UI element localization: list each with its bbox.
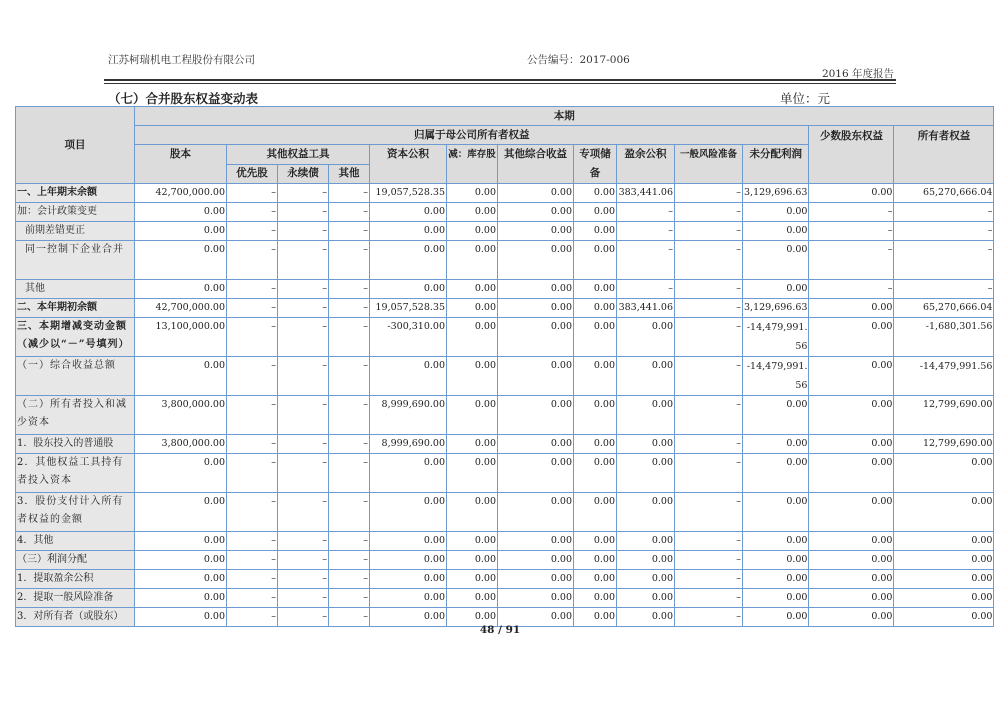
table-cell: 0.00 <box>447 396 498 435</box>
table-cell: 383,441.06 <box>617 299 675 318</box>
table-cell: 0.00 <box>743 493 809 532</box>
table-row <box>16 203 994 222</box>
table-cell: 0.00 <box>574 570 617 589</box>
row-label: 3．股份支付计入所有者权益的金额 <box>16 493 135 532</box>
table-cell: – <box>675 299 743 318</box>
table-cell: – <box>278 608 329 627</box>
table-cell: 0.00 <box>574 551 617 570</box>
table-cell: – <box>675 222 743 241</box>
table-cell: – <box>278 203 329 222</box>
table-cell: 0.00 <box>617 357 675 396</box>
table-row <box>16 299 994 318</box>
table-cell: – <box>809 280 894 299</box>
table-cell: 0.00 <box>447 299 498 318</box>
table-cell: 0.00 <box>498 493 574 532</box>
col-header-retained-earnings: 未分配利润 <box>743 145 809 184</box>
table-cell: 0.00 <box>617 532 675 551</box>
table-cell: – <box>278 357 329 396</box>
table-cell: – <box>329 454 370 493</box>
table-cell: 0.00 <box>809 454 894 493</box>
col-header-parent-equity: 归属于母公司所有者权益 <box>135 126 809 145</box>
table-cell: – <box>675 454 743 493</box>
row-label: 3．对所有者（或股东） <box>16 608 135 627</box>
table-cell: – <box>675 280 743 299</box>
table-cell: 3,800,000.00 <box>135 396 227 435</box>
col-header-other: 其他 <box>329 164 370 184</box>
table-cell: 12,799,690.00 <box>894 396 994 435</box>
col-header-total: 所有者权益 <box>894 126 994 184</box>
table-cell: – <box>617 222 675 241</box>
table-cell: 0.00 <box>447 184 498 203</box>
table-cell: 0.00 <box>743 532 809 551</box>
table-cell: -14,479,991.56 <box>743 318 809 357</box>
table-cell: 0.00 <box>135 570 227 589</box>
table-cell: 0.00 <box>498 435 574 454</box>
row-label: 加：会计政策变更 <box>16 203 135 222</box>
table-cell: 0.00 <box>574 396 617 435</box>
row-label: 4．其他 <box>16 532 135 551</box>
table-cell: – <box>278 589 329 608</box>
table-cell: 0.00 <box>447 435 498 454</box>
table-cell: – <box>329 570 370 589</box>
table-cell: – <box>278 222 329 241</box>
col-header-other-equity-tools: 其他权益工具 <box>227 145 370 165</box>
table-cell: 0.00 <box>447 589 498 608</box>
row-label: 2．提取一般风险准备 <box>16 589 135 608</box>
page-number: 48 / 91 <box>479 624 521 636</box>
table-cell: 0.00 <box>809 318 894 357</box>
table-cell: 3,800,000.00 <box>135 435 227 454</box>
table-cell: 0.00 <box>574 184 617 203</box>
table-cell: 0.00 <box>135 203 227 222</box>
row-label: （三）利润分配 <box>16 551 135 570</box>
table-cell: 0.00 <box>574 532 617 551</box>
table-cell: – <box>278 435 329 454</box>
table-cell: – <box>227 493 278 532</box>
table-row <box>16 318 994 357</box>
table-cell: – <box>675 241 743 280</box>
table-cell: – <box>329 357 370 396</box>
table-cell: – <box>329 280 370 299</box>
col-header-preferred: 优先股 <box>227 164 278 184</box>
header-rule-thin <box>104 83 896 84</box>
table-cell: 0.00 <box>574 493 617 532</box>
table-cell: – <box>675 608 743 627</box>
table-cell: 0.00 <box>743 203 809 222</box>
notice-number: 公告编号：2017-006 <box>527 54 630 66</box>
table-cell: 0.00 <box>498 299 574 318</box>
table-cell: 0.00 <box>498 357 574 396</box>
table-cell: 0.00 <box>370 608 447 627</box>
table-cell: 0.00 <box>809 184 894 203</box>
table-cell: 0.00 <box>370 570 447 589</box>
table-cell: 0.00 <box>498 551 574 570</box>
table-cell: 3,129,696.63 <box>743 184 809 203</box>
table-cell: – <box>278 396 329 435</box>
unit-label: 单位：元 <box>780 91 831 106</box>
table-cell: 0.00 <box>809 551 894 570</box>
table-cell: – <box>227 396 278 435</box>
table-cell: 0.00 <box>498 589 574 608</box>
table-cell: 0.00 <box>447 318 498 357</box>
table-cell: 3,129,696.63 <box>743 299 809 318</box>
table-cell: 0.00 <box>743 435 809 454</box>
table-cell: 19,057,528.35 <box>370 184 447 203</box>
row-label: 三、本期增减变动金额（减少以“－”号填列） <box>16 318 135 357</box>
table-cell: – <box>227 570 278 589</box>
table-cell: – <box>329 299 370 318</box>
table-cell: 0.00 <box>894 493 994 532</box>
table-cell: 0.00 <box>498 280 574 299</box>
table-cell: – <box>278 493 329 532</box>
table-cell: – <box>227 203 278 222</box>
table-cell: – <box>617 203 675 222</box>
table-cell: – <box>329 203 370 222</box>
table-cell: 0.00 <box>498 241 574 280</box>
col-header-item: 项目 <box>16 107 135 184</box>
table-cell: 0.00 <box>135 608 227 627</box>
col-header-oci: 其他综合收益 <box>498 145 574 184</box>
col-header-minority: 少数股东权益 <box>809 126 894 184</box>
table-cell: – <box>278 280 329 299</box>
table-cell: – <box>278 184 329 203</box>
table-row <box>16 184 994 203</box>
table-cell: 0.00 <box>135 551 227 570</box>
table-cell: 0.00 <box>617 570 675 589</box>
table-cell: 0.00 <box>743 454 809 493</box>
table-cell: – <box>809 222 894 241</box>
table-cell: 0.00 <box>370 551 447 570</box>
table-cell: 0.00 <box>498 203 574 222</box>
table-cell: – <box>675 435 743 454</box>
row-label: 一、上年期末余额 <box>16 184 135 203</box>
table-cell: – <box>675 532 743 551</box>
table-cell: 0.00 <box>135 222 227 241</box>
table-cell: 42,700,000.00 <box>135 299 227 318</box>
table-cell: 0.00 <box>617 608 675 627</box>
table-cell: – <box>675 551 743 570</box>
table-cell: 0.00 <box>498 184 574 203</box>
table-cell: -300,310.00 <box>370 318 447 357</box>
table-cell: 0.00 <box>743 280 809 299</box>
table-cell: 0.00 <box>135 280 227 299</box>
table-cell: 0.00 <box>370 589 447 608</box>
table-cell: – <box>227 241 278 280</box>
table-cell: 0.00 <box>743 241 809 280</box>
table-cell: 0.00 <box>370 222 447 241</box>
table-cell: 0.00 <box>894 454 994 493</box>
table-cell: – <box>278 532 329 551</box>
table-cell: 0.00 <box>574 357 617 396</box>
table-cell: 42,700,000.00 <box>135 184 227 203</box>
table-cell: 0.00 <box>370 203 447 222</box>
table-cell: – <box>329 608 370 627</box>
table-row <box>16 222 994 241</box>
table-cell: 0.00 <box>447 493 498 532</box>
table-cell: 0.00 <box>809 357 894 396</box>
table-cell: – <box>227 318 278 357</box>
table-cell: – <box>675 357 743 396</box>
table-row <box>16 435 994 454</box>
table-cell: -1,680,301.56 <box>894 318 994 357</box>
table-cell: 0.00 <box>447 280 498 299</box>
row-label: 1．股东投入的普通股 <box>16 435 135 454</box>
table-cell: 0.00 <box>809 435 894 454</box>
table-cell: 383,441.06 <box>617 184 675 203</box>
table-cell: – <box>894 203 994 222</box>
table-cell: 0.00 <box>370 280 447 299</box>
table-cell: – <box>329 551 370 570</box>
table-cell: 0.00 <box>370 241 447 280</box>
table-cell: 8,999,690.00 <box>370 396 447 435</box>
table-cell: – <box>227 589 278 608</box>
table-cell: 0.00 <box>447 608 498 627</box>
table-cell: 19,057,528.35 <box>370 299 447 318</box>
header-rule-thick <box>104 79 896 81</box>
table-cell: 0.00 <box>447 570 498 589</box>
table-cell: 0.00 <box>370 532 447 551</box>
col-header-treasury-stock: 减：库存股 <box>447 145 498 184</box>
row-label: 前期差错更正 <box>16 222 135 241</box>
table-cell: 0.00 <box>135 493 227 532</box>
table-cell: 0.00 <box>574 280 617 299</box>
table-cell: -14,479,991.56 <box>894 357 994 396</box>
col-header-general-risk: 一般风险准备 <box>675 145 743 184</box>
table-cell: 0.00 <box>809 493 894 532</box>
table-cell: 0.00 <box>809 396 894 435</box>
table-cell: 0.00 <box>498 318 574 357</box>
table-cell: 0.00 <box>617 454 675 493</box>
table-row <box>16 454 994 493</box>
table-row <box>16 551 994 570</box>
table-cell: – <box>227 357 278 396</box>
table-cell: – <box>617 280 675 299</box>
table-cell: – <box>227 184 278 203</box>
table-cell: 0.00 <box>894 608 994 627</box>
table-row <box>16 589 994 608</box>
table-row <box>16 241 994 280</box>
table-cell: – <box>227 222 278 241</box>
table-cell: – <box>329 589 370 608</box>
table-cell: – <box>227 454 278 493</box>
equity-change-table <box>15 106 994 627</box>
table-cell: 0.00 <box>809 532 894 551</box>
table-cell: – <box>894 280 994 299</box>
table-cell: – <box>329 396 370 435</box>
table-cell: 0.00 <box>809 589 894 608</box>
table-cell: – <box>675 184 743 203</box>
table-cell: 0.00 <box>447 357 498 396</box>
row-label: 2．其他权益工具持有者投入资本 <box>16 454 135 493</box>
table-row <box>16 493 994 532</box>
table-cell: – <box>227 435 278 454</box>
table-cell: 0.00 <box>135 241 227 280</box>
table-cell: 0.00 <box>894 589 994 608</box>
table-cell: 0.00 <box>574 203 617 222</box>
table-cell: 0.00 <box>498 532 574 551</box>
col-header-capital-reserve: 资本公积 <box>370 145 447 184</box>
table-cell: 65,270,666.04 <box>894 299 994 318</box>
table-cell: 0.00 <box>135 589 227 608</box>
table-cell: 0.00 <box>574 241 617 280</box>
table-cell: 0.00 <box>574 299 617 318</box>
table-cell: – <box>894 241 994 280</box>
table-cell: 0.00 <box>498 454 574 493</box>
table-row <box>16 570 994 589</box>
table-cell: – <box>329 435 370 454</box>
table-cell: 0.00 <box>447 551 498 570</box>
table-cell: 0.00 <box>617 589 675 608</box>
table-cell: 0.00 <box>447 532 498 551</box>
table-cell: 0.00 <box>894 532 994 551</box>
table-cell: 0.00 <box>743 551 809 570</box>
table-cell: – <box>809 203 894 222</box>
table-cell: – <box>278 570 329 589</box>
table-cell: – <box>675 396 743 435</box>
table-cell: 13,100,000.00 <box>135 318 227 357</box>
table-cell: 0.00 <box>498 396 574 435</box>
table-cell: 0.00 <box>135 357 227 396</box>
table-cell: – <box>329 493 370 532</box>
table-cell: – <box>329 532 370 551</box>
table-cell: – <box>278 454 329 493</box>
table-cell: – <box>329 184 370 203</box>
table-cell: 0.00 <box>135 532 227 551</box>
table-cell: 0.00 <box>574 589 617 608</box>
table-cell: 0.00 <box>574 222 617 241</box>
table-cell: – <box>675 589 743 608</box>
table-cell: – <box>227 299 278 318</box>
table-cell: 0.00 <box>574 435 617 454</box>
col-header-perpetual: 永续债 <box>278 164 329 184</box>
table-cell: – <box>227 608 278 627</box>
table-cell: 0.00 <box>447 454 498 493</box>
table-cell: 0.00 <box>809 299 894 318</box>
table-row <box>16 532 994 551</box>
row-label: （二）所有者投入和减少资本 <box>16 396 135 435</box>
table-cell: 0.00 <box>743 396 809 435</box>
table-cell: 0.00 <box>743 608 809 627</box>
col-header-share-capital: 股本 <box>135 145 227 184</box>
table-cell: – <box>809 241 894 280</box>
table-row <box>16 357 994 396</box>
col-header-special-reserve: 专项储备 <box>574 145 617 184</box>
table-cell: – <box>329 241 370 280</box>
table-cell: 0.00 <box>617 551 675 570</box>
table-row <box>16 396 994 435</box>
table-cell: 0.00 <box>617 435 675 454</box>
table-cell: – <box>617 241 675 280</box>
table-cell: 0.00 <box>447 241 498 280</box>
table-cell: 0.00 <box>894 570 994 589</box>
table-cell: 0.00 <box>498 222 574 241</box>
table-cell: – <box>278 241 329 280</box>
table-cell: 0.00 <box>809 570 894 589</box>
table-cell: 12,799,690.00 <box>894 435 994 454</box>
row-label: （一）综合收益总额 <box>16 357 135 396</box>
table-cell: – <box>894 222 994 241</box>
table-cell: 0.00 <box>135 454 227 493</box>
table-cell: – <box>227 532 278 551</box>
table-cell: – <box>675 318 743 357</box>
table-cell: 0.00 <box>498 608 574 627</box>
table-row <box>16 280 994 299</box>
table-cell: 65,270,666.04 <box>894 184 994 203</box>
table-cell: – <box>675 570 743 589</box>
table-cell: 0.00 <box>617 493 675 532</box>
table-cell: – <box>227 551 278 570</box>
table-cell: 0.00 <box>617 318 675 357</box>
table-cell: 0.00 <box>743 222 809 241</box>
table-cell: 0.00 <box>743 570 809 589</box>
table-cell: – <box>329 222 370 241</box>
table-cell: 0.00 <box>370 493 447 532</box>
table-cell: – <box>675 493 743 532</box>
table-cell: 0.00 <box>370 454 447 493</box>
table-cell: – <box>329 318 370 357</box>
table-cell: 0.00 <box>574 454 617 493</box>
table-cell: 8,999,690.00 <box>370 435 447 454</box>
table-cell: -14,479,991.56 <box>743 357 809 396</box>
row-label: 同一控制下企业合并 <box>16 241 135 280</box>
section-title: （七）合并股东权益变动表 <box>108 91 259 106</box>
table-cell: 0.00 <box>370 357 447 396</box>
table-cell: – <box>675 203 743 222</box>
table-cell: 0.00 <box>617 396 675 435</box>
table-cell: – <box>278 318 329 357</box>
row-label: 其他 <box>16 280 135 299</box>
table-cell: – <box>278 299 329 318</box>
table-cell: 0.00 <box>743 589 809 608</box>
table-cell: 0.00 <box>447 203 498 222</box>
table-cell: 0.00 <box>574 318 617 357</box>
table-cell: 0.00 <box>447 222 498 241</box>
table-cell: 0.00 <box>574 608 617 627</box>
table-cell: – <box>227 280 278 299</box>
table-cell: – <box>278 551 329 570</box>
col-header-period: 本期 <box>135 107 994 126</box>
table-cell: 0.00 <box>498 570 574 589</box>
table-cell: 0.00 <box>809 608 894 627</box>
company-name: 江苏柯瑞机电工程股份有限公司 <box>108 54 255 66</box>
row-label: 1．提取盈余公积 <box>16 570 135 589</box>
row-label: 二、本年期初余额 <box>16 299 135 318</box>
report-title: 2016 年度报告 <box>821 68 894 80</box>
table-cell: 0.00 <box>894 551 994 570</box>
col-header-surplus-reserve: 盈余公积 <box>617 145 675 184</box>
